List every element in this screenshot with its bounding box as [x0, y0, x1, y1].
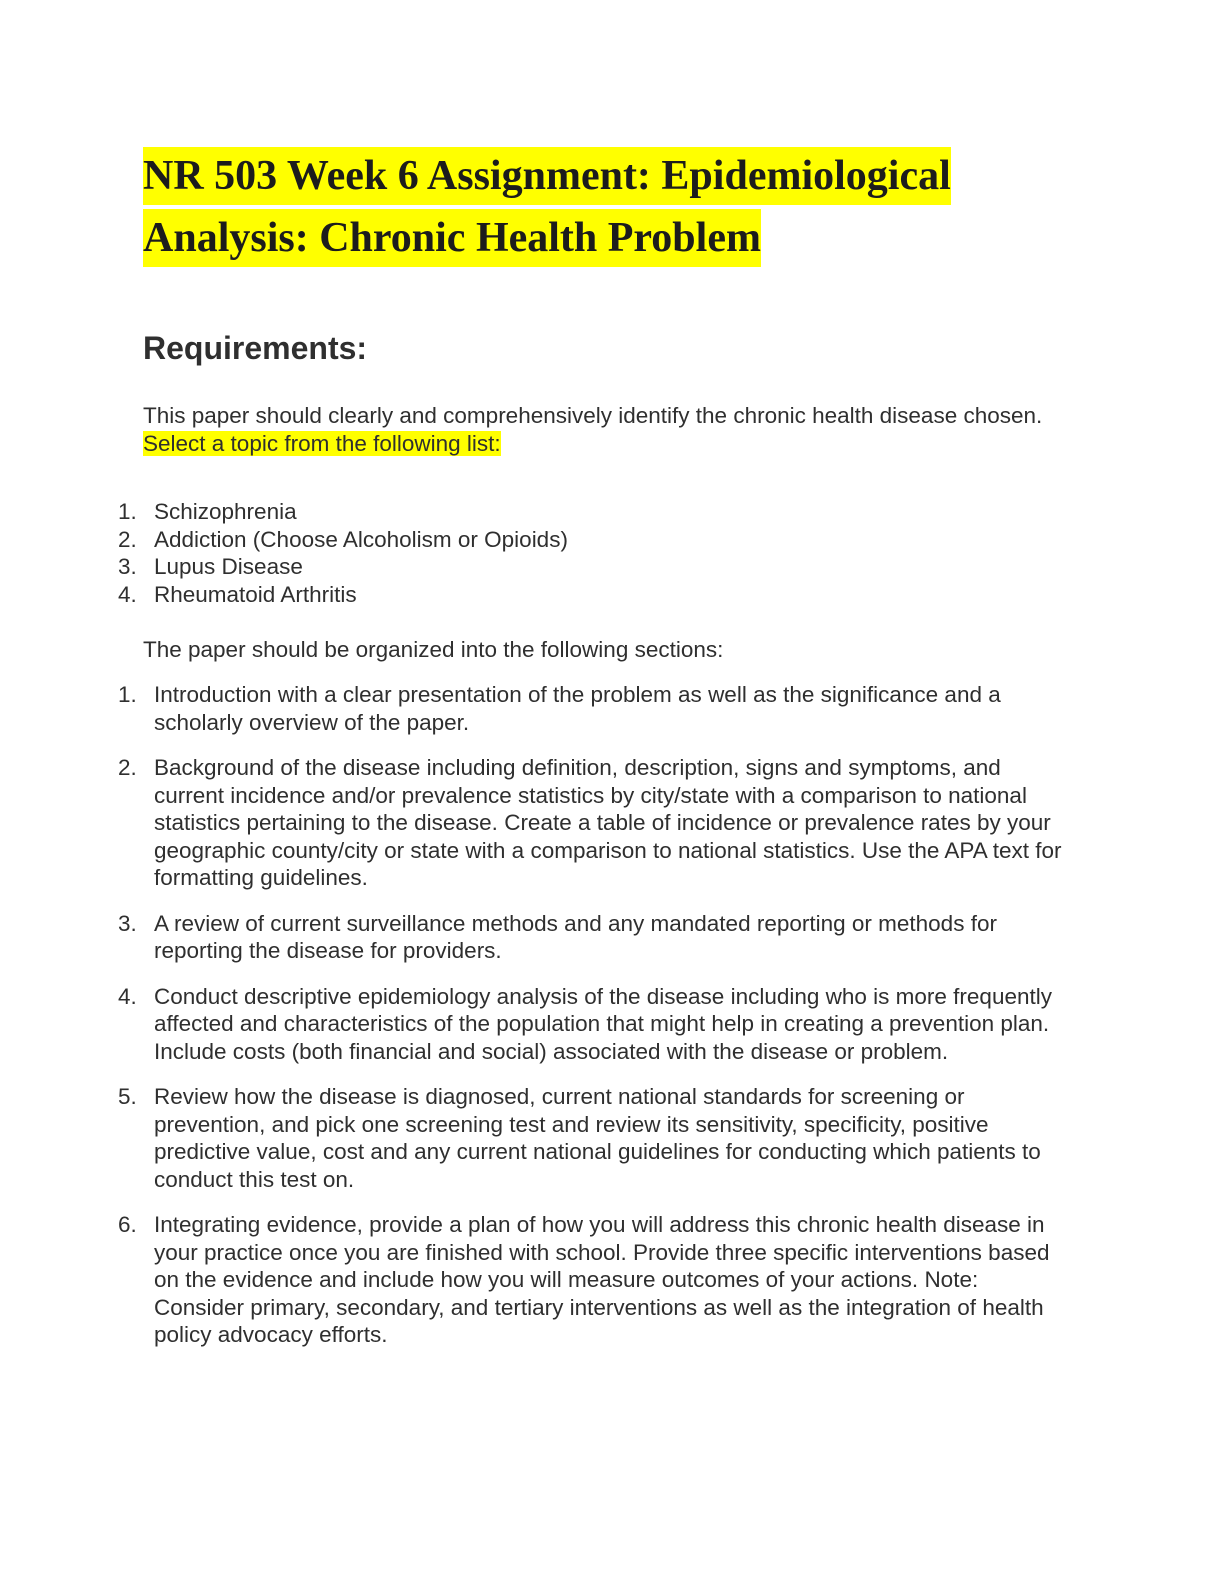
topic-number: 2. — [118, 526, 137, 552]
section-text: Introduction with a clear presentation of the problem as well as the significance and a scholarly overview of the paper. — [154, 682, 1001, 735]
section-text: Background of the disease including definition, description, signs and symptoms, and current incidence and/or prevalence statistics by city/state with a comparison to national statistics pertaining to the disease. Create a table of incidence or prevalence rates by your geographic county/city or state with a comparison to national statistics. Use the APA text for formatting guidelines. — [154, 755, 1062, 890]
section-number: 3. — [118, 910, 137, 936]
section-number: 6. — [118, 1212, 137, 1237]
topic-item — [0, 498, 1074, 526]
topic-number: 1. — [118, 499, 137, 524]
topic-text: Schizophrenia — [154, 499, 297, 524]
section-number: 2. — [118, 755, 137, 780]
section-number: 4. — [118, 983, 137, 1009]
section-item — [0, 983, 1074, 1066]
topic-list — [0, 498, 1074, 609]
section-list — [0, 681, 1074, 1367]
topic-item — [0, 553, 1074, 581]
section-text: Conduct descriptive epidemiology analysis of the disease including who is more frequently affected and characteristics of the population that might help in creating a prevention plan. Include costs (both financial and social) associated with the disease or problem. — [154, 983, 1052, 1064]
topic-text: Rheumatoid Arthritis — [154, 582, 357, 608]
requirements-heading: Requirements: — [143, 330, 368, 366]
topic-item — [0, 581, 1074, 609]
section-number: 1. — [118, 682, 137, 707]
intro-text: This paper should clearly and comprehensively identify the chronic health disease chosen. — [143, 403, 1043, 428]
section-item — [0, 1211, 1074, 1349]
intro-highlight: Select a topic from the following list: — [143, 431, 501, 456]
intro-paragraph — [143, 402, 1043, 458]
document-title-line-1: NR 503 Week 6 Assignment: Epidemiological — [143, 147, 951, 205]
section-text: Review how the disease is diagnosed, current national standards for screening or prevention, and pick one screening test and review its sensitivity, specificity, positive predictive value, cost and any current national guidelines for conducting which patients to conduct this test on. — [154, 1084, 1041, 1192]
topic-number: 3. — [118, 554, 137, 580]
section-item — [0, 1083, 1074, 1193]
document-title-line-2: Analysis: Chronic Health Problem — [143, 209, 761, 267]
section-number: 5. — [118, 1084, 137, 1109]
topic-item — [0, 526, 1074, 554]
sections-intro: The paper should be organized into the following sections: — [143, 637, 724, 662]
section-item — [0, 754, 1074, 892]
section-item — [0, 681, 1074, 736]
topic-number: 4. — [118, 582, 137, 608]
topic-text: Lupus Disease — [154, 554, 303, 580]
section-text: Integrating evidence, provide a plan of how you will address this chronic health disease in your practice once you are finished with school. Provide three specific interventions based on the evidence and include how you will measure outcomes of your actions. Note: Consider primary, secondary, and tertiary interventions as well as the integration of health policy advocacy efforts. — [154, 1212, 1050, 1347]
section-text: A review of current surveillance methods and any mandated reporting or methods for reporting the disease for providers. — [154, 910, 997, 963]
topic-text: Addiction (Choose Alcoholism or Opioids) — [154, 526, 568, 552]
section-item — [0, 910, 1074, 965]
